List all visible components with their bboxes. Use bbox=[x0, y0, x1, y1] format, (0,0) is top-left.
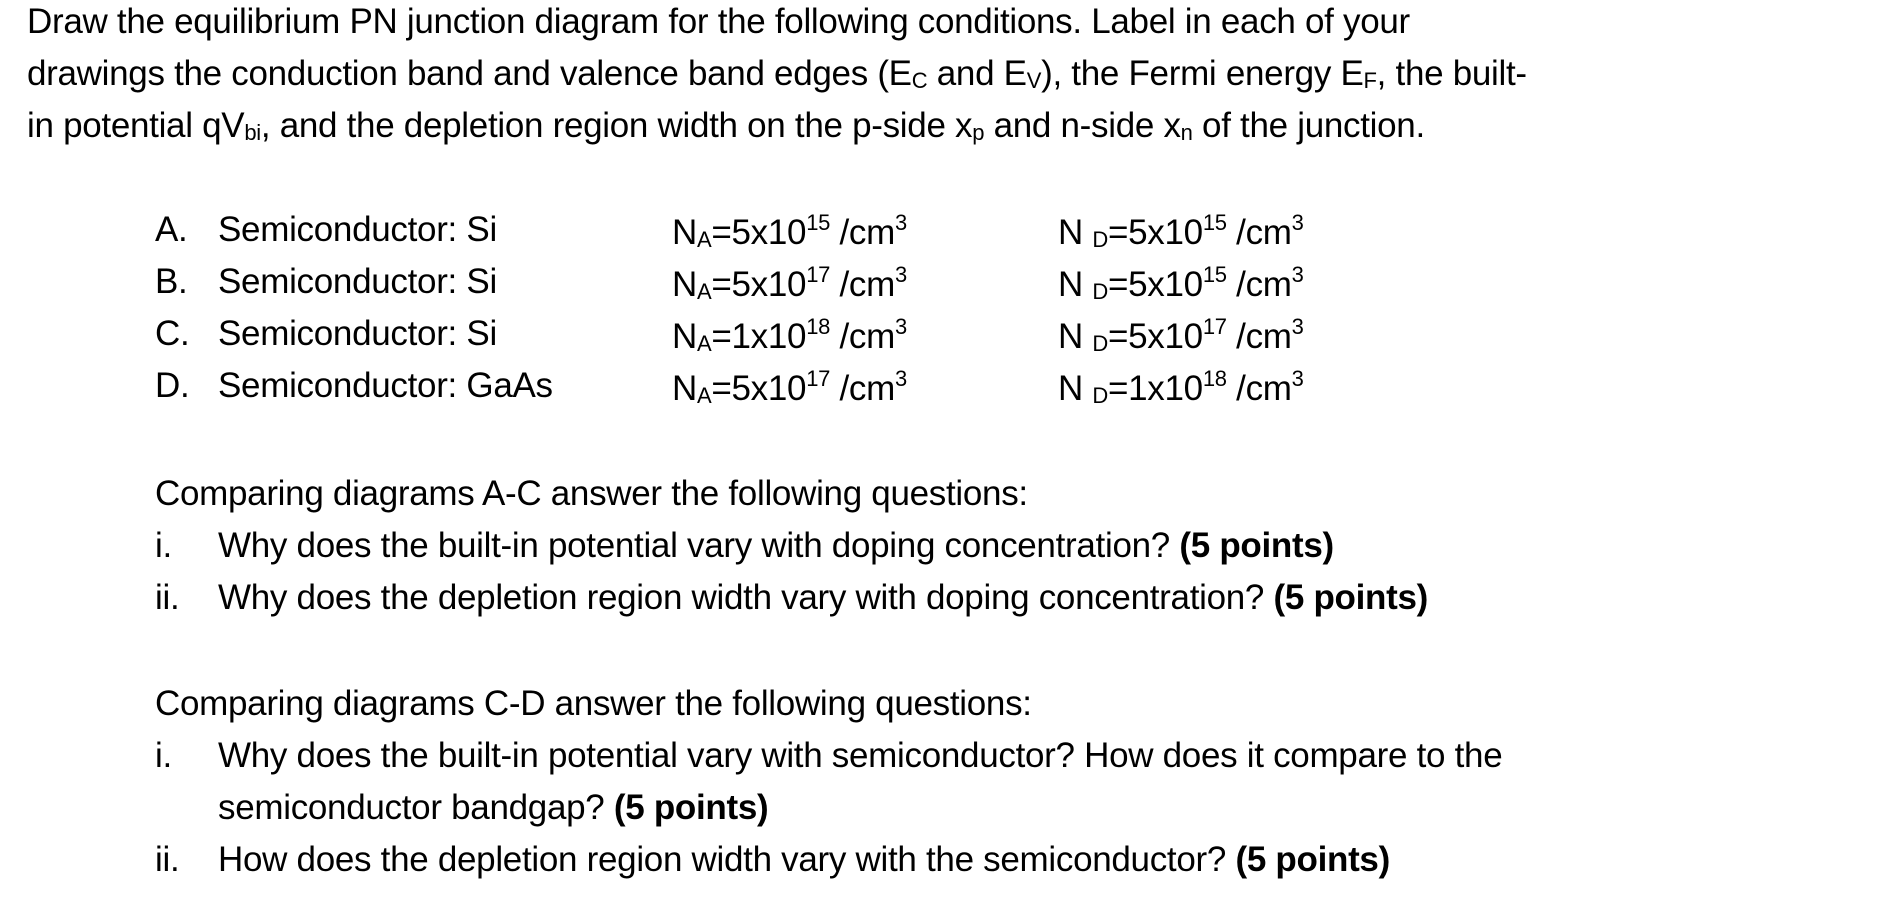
subscript: C bbox=[911, 68, 928, 93]
question-number: ii. bbox=[155, 840, 180, 879]
intro-text: ), the Fermi energy E bbox=[1041, 54, 1364, 93]
intro-text: of the junction. bbox=[1192, 106, 1425, 145]
intro-line-1 bbox=[27, 4, 1410, 39]
semiconductor: Semiconductor: Si bbox=[218, 210, 497, 249]
condition-label: A. bbox=[155, 210, 188, 249]
subscript: bi bbox=[244, 120, 261, 145]
intro-line-3 bbox=[27, 108, 1425, 144]
acceptor-concentration: $NA=5x10^{17}$ $/cm^3$ bbox=[672, 366, 907, 408]
donor-concentration: N $D=5x10^{17}$ $/cm^3$ bbox=[1058, 314, 1304, 356]
subscript: p bbox=[972, 120, 985, 145]
semiconductor: Semiconductor: Si bbox=[218, 262, 497, 301]
donor-concentration: N $D=5x10^{15}$ $/cm^3$ bbox=[1058, 210, 1304, 252]
intro-text: and E bbox=[927, 54, 1027, 93]
question-text: Why does the built-in potential vary with doping concentration? (5 points) bbox=[218, 526, 1334, 565]
question-number: i. bbox=[155, 736, 172, 775]
intro-text: , the built- bbox=[1376, 54, 1527, 93]
condition-label: C. bbox=[155, 314, 190, 353]
semiconductor: Semiconductor: GaAs bbox=[218, 366, 553, 405]
question-text: semiconductor bandgap? (5 points) bbox=[218, 788, 769, 827]
section-heading: Comparing diagrams C-D answer the following questions: bbox=[155, 684, 1032, 723]
acceptor-concentration: $NA=5x10^{17}$ $/cm^3$ bbox=[672, 262, 907, 304]
intro-line-2 bbox=[27, 56, 1527, 92]
question-text: Why does the depletion region width vary with doping concentration? (5 points) bbox=[218, 578, 1429, 617]
points: (5 points) bbox=[1235, 840, 1390, 879]
donor-concentration: N $D=5x10^{15}$ $/cm^3$ bbox=[1058, 262, 1304, 304]
acceptor-concentration: $NA=5x10^{15}$ $/cm^3$ bbox=[672, 210, 907, 252]
intro-text: , and the depletion region width on the p-side x bbox=[260, 106, 973, 145]
points: (5 points) bbox=[1273, 578, 1429, 617]
section-heading: Comparing diagrams A-C answer the following questions: bbox=[155, 474, 1028, 513]
donor-concentration: N $D=1x10^{18}$ $/cm^3$ bbox=[1058, 366, 1304, 408]
condition-label: B. bbox=[155, 262, 188, 301]
question-number: i. bbox=[155, 526, 172, 565]
subscript: V bbox=[1026, 68, 1042, 93]
subscript: F bbox=[1363, 68, 1377, 93]
acceptor-concentration: $NA=1x10^{18}$ $/cm^3$ bbox=[672, 314, 907, 356]
intro-text: drawings the conduction band and valence band edges (E bbox=[27, 54, 912, 93]
question-text: Why does the built-in potential vary with semiconductor? How does it compare to the bbox=[218, 736, 1503, 775]
intro-text: and n-side x bbox=[984, 106, 1181, 145]
intro-text: Draw the equilibrium PN junction diagram for the following conditions. Label in each of your bbox=[27, 2, 1410, 41]
intro-text: in potential qV bbox=[27, 106, 245, 145]
question-number: ii. bbox=[155, 578, 180, 617]
condition-label: D. bbox=[155, 366, 190, 405]
subscript: n bbox=[1180, 120, 1193, 145]
points: (5 points) bbox=[1179, 526, 1334, 565]
points: (5 points) bbox=[613, 788, 769, 827]
question-text: How does the depletion region width vary with the semiconductor? (5 points) bbox=[218, 840, 1390, 879]
semiconductor: Semiconductor: Si bbox=[218, 314, 497, 353]
